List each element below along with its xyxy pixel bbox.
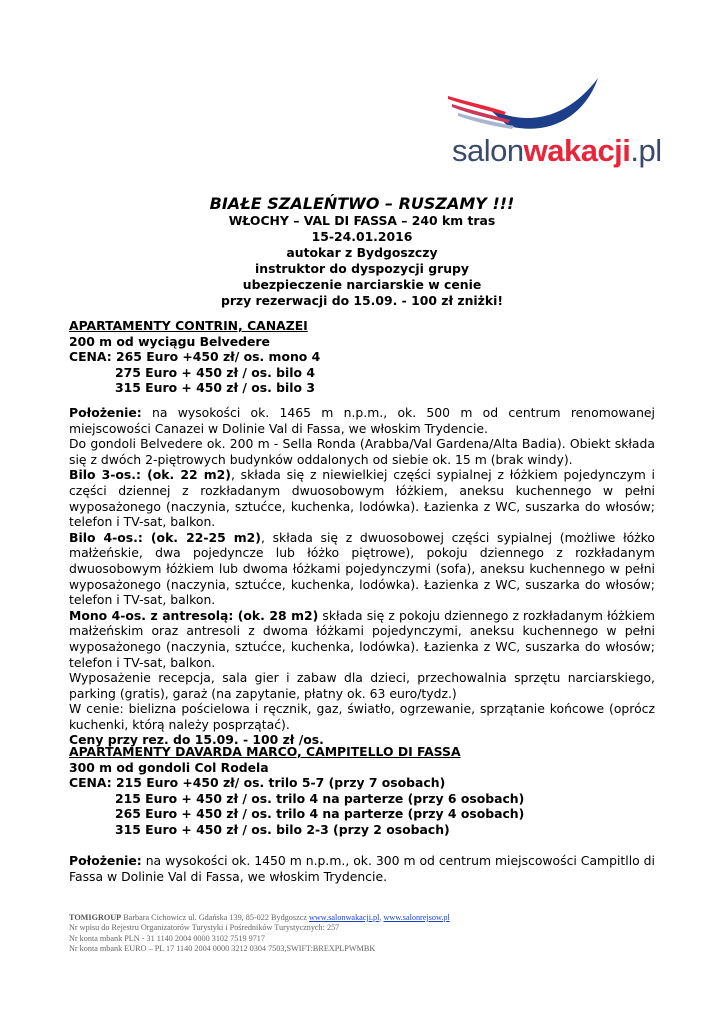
summary-line: przy rezerwacji do 15.09. - 100 zł zniżki!: [220, 293, 504, 308]
footer-company: TOMIGROUP: [69, 913, 122, 922]
summary-line: 15-24.01.2016: [311, 229, 413, 244]
footer-line: Nr konta mbank PLN - 31 1140 2004 0000 3102 7519 9717: [69, 933, 265, 943]
footer-line: Nr wpisu do Rejestru Organizatorów Turystyki i Pośredników Turystycznych: 257: [69, 923, 340, 933]
price-item: 275 Euro + 450 zł / os. bilo 4: [115, 364, 315, 380]
equipment-paragraph: Wyposażenie recepcja, sala gier i zabaw dla dzieci, przechowalnia sprzętu narciarskiego, parking (gratis), garaż (na zapytanie, płatny ok. 63 euro/tydz.): [69, 670, 655, 701]
footer-address: Barbara Cichowicz ul. Gdańska 139, 85-022 Bydgoszcz: [121, 913, 309, 922]
section-subheading: 200 m od wyciągu Belvedere: [69, 333, 270, 349]
offer-summary: [0, 213, 724, 309]
offer-title: BIAŁE SZALEŃTWO – RUSZAMY !!!: [209, 194, 515, 213]
discount-paragraph: Ceny przy rez. do 15.09. - 100 zł /os.: [69, 732, 324, 748]
bilo4-text: , składa się z dwuosobowej części sypialnej (możliwe łóżko małżeńskie, dwa pojedyncze lub łóżko piętrowe), pokoju dziennego z rozkładanym dwuosobowym łóżkiem lub dwoma łóżkami pojedynczymi (sofa), aneksu kuchennego w pełni wyposażonego (naczynia, sztućce, kuchenka, lodówka). Łazienka z WC, suszarka do włosów; telefon i TV-sat, balkon.: [69, 529, 655, 608]
logo-part-pl: .pl: [630, 133, 662, 168]
price-item: 215 Euro +450 zł/ os. trilo 5-7 (przy 7 osobach): [116, 775, 446, 791]
logo-part-salon: salon: [452, 133, 524, 168]
price-label: CENA:: [69, 349, 117, 365]
section-davarda-description: [69, 853, 655, 884]
summary-line: ubezpieczenie narciarskie w cenie: [242, 277, 482, 292]
bilo3-text: , składa się z niewielkiej części sypialnej z łóżkiem pojedynczym i części dziennej z rozkładanym dwuosobowym łóżkiem, aneksu kuchennego w pełni wyposażonego (naczynia, sztućce, kuchenka, lodówka). Łazienka z WC, suszarka do włosów; telefon i TV-sat, balkon.: [69, 467, 655, 530]
footer-link-salonwakacji[interactable]: www.salonwakacji.pl: [308, 913, 380, 922]
bilo3-paragraph: [69, 467, 655, 529]
section-subheading: 300 m od gondoli Col Rodela: [69, 759, 269, 775]
price-line: [69, 349, 655, 365]
section-heading: APARTAMENTY DAVARDA MARCO, CAMPITELLO DI FASSA: [69, 744, 461, 759]
location-paragraph: [69, 405, 655, 436]
section-heading: APARTAMENTY CONTRIN, CANAZEI: [69, 318, 308, 333]
price-item: 315 Euro + 450 zł / os. bilo 2-3 (przy 2 osobach): [115, 821, 450, 837]
footer-separator: ,: [379, 913, 384, 922]
section-contrin-description: [69, 405, 655, 748]
summary-line: autokar z Bydgoszczy: [286, 245, 438, 260]
section-davarda: [69, 744, 655, 838]
section-contrin: [69, 318, 655, 396]
location-text: na wysokości ok. 1450 m n.p.m., ok. 300 m od centrum miejscowości Campitllo di Fassa w Dolinie Val di Fassa, we włoskim Trydencie.: [69, 853, 655, 884]
bilo4-label: Bilo 4-os.: (ok. 22-25 m2): [69, 529, 261, 545]
price-label: CENA:: [69, 775, 117, 791]
bilo4-paragraph: [69, 530, 655, 608]
mono4-label: Mono 4-os. z antresolą: (ok. 28 m2): [69, 607, 319, 623]
price-line: [69, 775, 655, 791]
price-item: 215 Euro + 450 zł / os. trilo 4 na parterze (przy 6 osobach): [115, 790, 525, 806]
price-item: 315 Euro + 450 zł / os. bilo 3: [115, 380, 315, 396]
footer-line: [69, 913, 450, 923]
gondola-paragraph: Do gondoli Belvedere ok. 200 m - Sella Ronda (Arabba/Val Gardena/Alta Badia). Obiekt składa się z dwóch 2-piętrowych budynków oddalonych od siebie ok. 15 m (brak windy).: [69, 436, 655, 467]
summary-line: instruktor do dyspozycji grupy: [255, 261, 469, 276]
price-item: 265 Euro + 450 zł / os. trilo 4 na parterze (przy 4 osobach): [115, 806, 525, 822]
location-label: Położenie:: [69, 405, 142, 420]
footer-line: Nr konta mbank EURO – PL 17 1140 2004 0000 3212 0304 7503,SWIFT:BREXPLPWMBK: [69, 943, 376, 953]
price-item: 265 Euro +450 zł/ os. mono 4: [116, 349, 321, 365]
mono4-text: składa się z pokoju dziennego z rozkładanym łóżkiem małżeńskim oraz antresoli z dwoma łóżkami pojedynczymi, aneksu kuchennego w pełni wyposażonego (naczynia, sztućce, kuchenka, lodówka). Łazienka z WC, suszarka do włosów; telefon i TV-sat, balkon.: [69, 607, 655, 670]
location-label: Położenie:: [69, 853, 142, 868]
logo-part-wakacji: wakacji: [523, 133, 631, 168]
included-paragraph: W cenie: bielizna pościelowa i ręcznik, gaz, światło, ogrzewanie, sprzątanie końcowe (oprócz kuchenki, którą należy posprzątać).: [69, 701, 655, 732]
footer: [69, 913, 450, 954]
mono4-paragraph: [69, 608, 655, 670]
bilo3-label: Bilo 3-os.: (ok. 22 m2): [69, 467, 231, 483]
location-paragraph: [69, 853, 655, 884]
footer-link-salonrejsow[interactable]: www.salonrejsow.pl: [383, 913, 450, 922]
location-text: na wysokości ok. 1465 m n.p.m., ok. 500 m od centrum renomowanej miejscowości Canazei w Dolinie Val di Fassa, we włoskim Trydencie.: [69, 405, 655, 436]
summary-line: WŁOCHY – VAL DI FASSA – 240 km tras: [228, 213, 496, 228]
logo-text: [452, 134, 662, 168]
